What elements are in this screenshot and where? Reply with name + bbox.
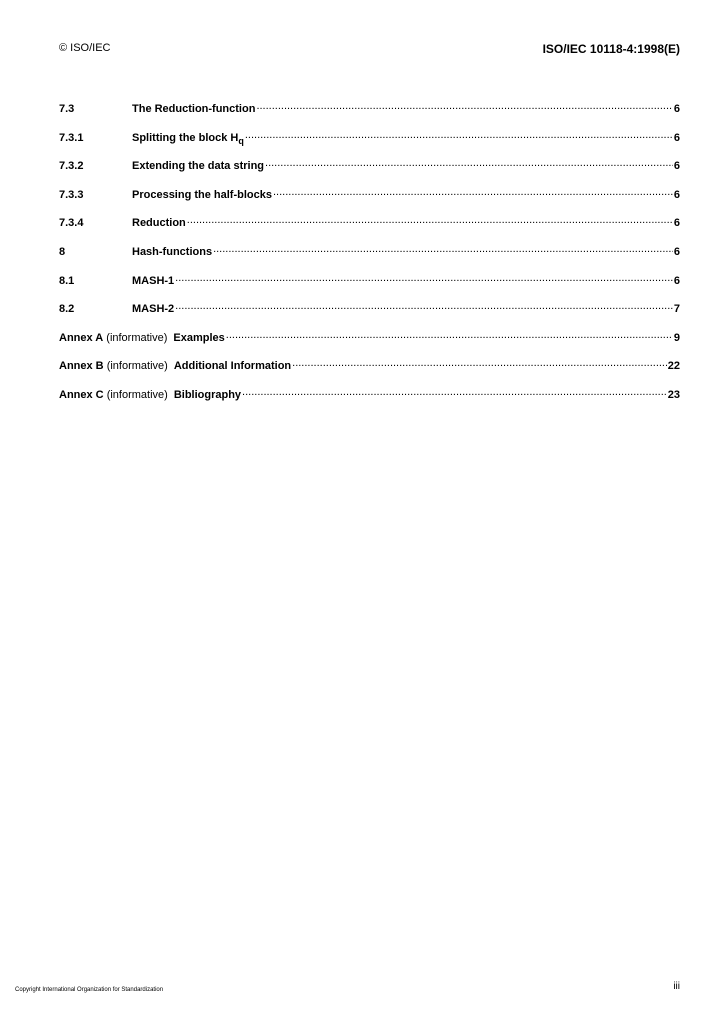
footer-page-number: iii xyxy=(673,981,680,992)
toc-entry-number: 7.3.3 xyxy=(59,188,84,201)
toc-entry-title: Reduction xyxy=(132,217,186,230)
header-document-id: ISO/IEC 10118-4:1998(E) xyxy=(542,42,680,56)
toc-entry-page: 22 xyxy=(667,360,680,373)
toc-entry-number: 7.3 xyxy=(59,103,75,115)
toc-entry-page: 6 xyxy=(673,160,680,173)
toc-entry-title: Examples xyxy=(173,331,225,344)
toc-dot-leader xyxy=(256,101,672,112)
toc-dot-leader xyxy=(175,273,673,284)
toc-entry-8-2[interactable] xyxy=(59,301,680,330)
toc-entry-page: 7 xyxy=(673,303,680,316)
header-copyright: © ISO/IEC xyxy=(59,42,111,54)
annex-prefix xyxy=(59,389,168,401)
toc-entry-title: Additional Information xyxy=(173,360,292,373)
annex-informative: (informative) xyxy=(106,331,168,344)
toc-entry-title: MASH-1 xyxy=(132,274,175,287)
toc-entry-title xyxy=(132,132,244,144)
toc-entry-page: 23 xyxy=(667,388,680,401)
toc-entry-title-text: Splitting the block H xyxy=(132,131,239,144)
toc-entry-page: 6 xyxy=(673,217,680,230)
toc-dot-leader xyxy=(187,215,673,226)
toc-entry-number: 8 xyxy=(59,245,66,258)
toc-entry-number: 7.3.1 xyxy=(59,131,84,144)
toc-entry-number: 8.1 xyxy=(59,274,75,287)
toc-dot-leader xyxy=(242,387,667,398)
toc-dot-leader xyxy=(213,244,673,255)
toc-entry-page: 9 xyxy=(673,331,680,344)
annex-informative: (informative) xyxy=(106,388,168,401)
toc-entry-7-3-4[interactable] xyxy=(59,215,680,244)
annex-prefix xyxy=(59,332,167,344)
toc-entry-7-3-3[interactable] xyxy=(59,187,680,216)
table-of-contents xyxy=(59,101,680,416)
toc-dot-leader xyxy=(292,358,667,369)
toc-annex-a[interactable] xyxy=(59,330,680,359)
annex-label: Annex C xyxy=(59,388,104,401)
toc-entry-title: The Reduction-function xyxy=(132,103,256,115)
toc-entry-8-1[interactable] xyxy=(59,273,680,302)
toc-dot-leader xyxy=(265,158,673,169)
toc-entry-title: Hash-functions xyxy=(132,245,213,258)
toc-entry-page: 6 xyxy=(673,188,680,201)
toc-entry-title: Processing the half-blocks xyxy=(132,188,272,201)
toc-entry-7-3-2[interactable] xyxy=(59,158,680,187)
toc-entry-7-3-1[interactable] xyxy=(59,130,680,159)
toc-annex-b[interactable] xyxy=(59,358,680,387)
toc-annex-c[interactable] xyxy=(59,387,680,416)
toc-dot-leader xyxy=(245,130,673,141)
toc-entry-page: 6 xyxy=(673,274,680,287)
annex-informative: (informative) xyxy=(106,360,168,373)
toc-dot-leader xyxy=(226,330,673,341)
toc-dot-leader xyxy=(175,301,673,312)
toc-entry-page: 6 xyxy=(673,103,680,115)
annex-label: Annex B xyxy=(59,360,104,373)
toc-entry-8[interactable] xyxy=(59,244,680,273)
annex-prefix xyxy=(59,360,168,372)
toc-entry-number: 8.2 xyxy=(59,303,75,316)
toc-entry-7-3[interactable] xyxy=(59,101,680,130)
toc-entry-title-subscript: q xyxy=(238,135,244,146)
toc-entry-number: 7.3.2 xyxy=(59,160,84,173)
toc-dot-leader xyxy=(273,187,673,198)
footer-copyright: Copyright International Organization for Standardization xyxy=(15,987,164,993)
toc-entry-title: Extending the data string xyxy=(132,160,265,173)
toc-entry-page: 6 xyxy=(673,131,680,144)
toc-entry-number: 7.3.4 xyxy=(59,217,84,230)
toc-entry-title: MASH-2 xyxy=(132,303,175,316)
toc-entry-page: 6 xyxy=(673,245,680,258)
toc-entry-title: Bibliography xyxy=(173,388,242,401)
annex-label: Annex A xyxy=(59,331,104,344)
